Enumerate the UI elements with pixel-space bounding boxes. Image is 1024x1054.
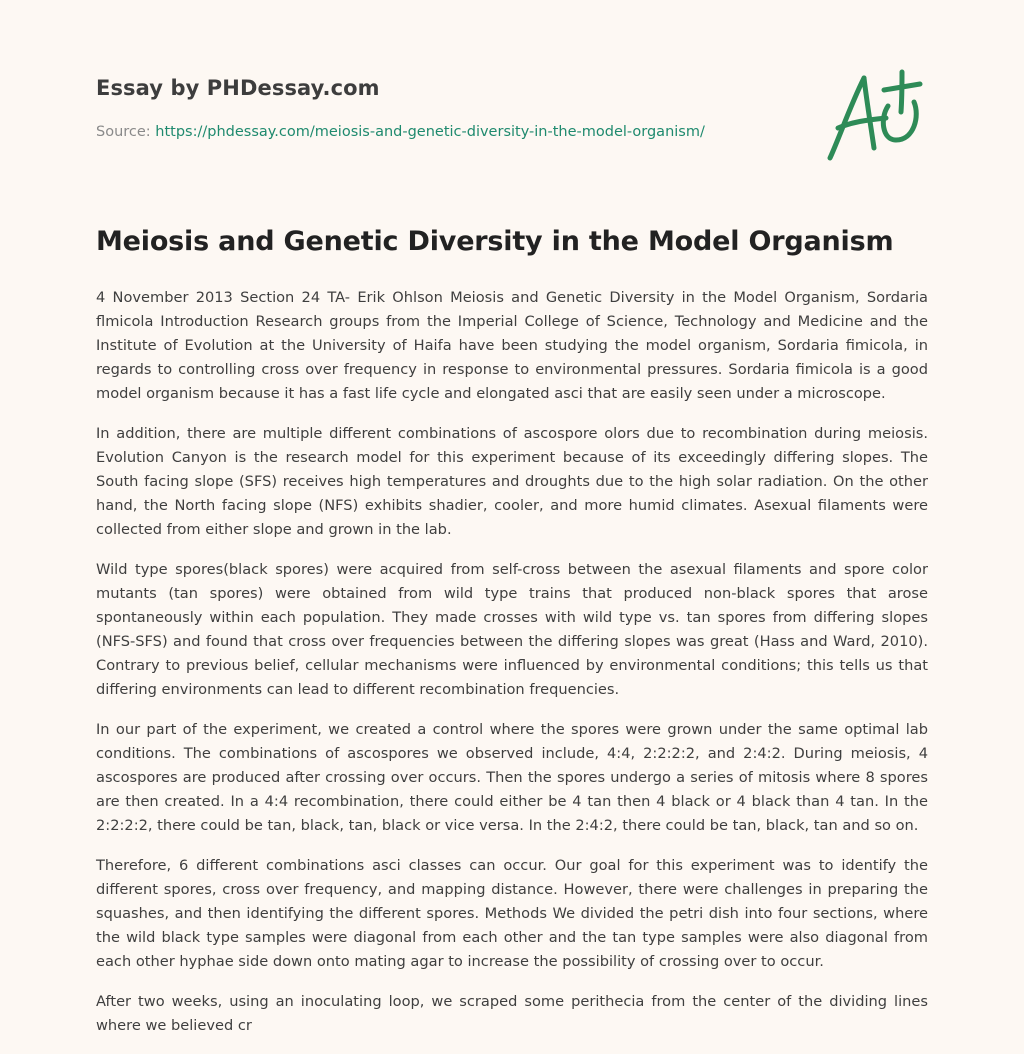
site-brand: Essay by PHDessay.com	[96, 76, 380, 100]
essay-paragraph: In addition, there are multiple different combinations of ascospore olors due to recombination during meiosis. Evolution Canyon is the research model for this experiment because of its exceedingly differing slopes. The South facing slope (SFS) receives high temperatures and droughts due to the high solar radiation. On the other hand, the North facing slope (NFS) exhibits shadier, cooler, and more humid climates. Asexual filaments were collected from either slope and grown in the lab.	[96, 425, 928, 538]
essay-paragraph: In our part of the experiment, we created a control where the spores were grown under the same optimal lab conditions. The combinations of ascospores we observed include, 4:4, 2:2:2:2, and 2:4:2. During meiosis, 4 ascospores are produced after crossing over occurs. Then the spores undergo a series of mitosis where 8 spores are then created. In a 4:4 recombination, there could either be 4 tan then 4 black or 4 black than 4 tan. In the 2:2:2:2, there could be tan, black, tan, black or vice versa. In the 2:4:2, there could be tan, black, tan and so on.	[96, 721, 928, 834]
essay-title: Meiosis and Genetic Diversity in the Model Organism	[96, 226, 894, 257]
essay-body	[96, 286, 928, 1054]
source-link[interactable]: https://phdessay.com/meiosis-and-genetic-diversity-in-the-model-organism/	[155, 124, 705, 140]
essay-paragraph: 4 November 2013 Section 24 TA- Erik Ohlson Meiosis and Genetic Diversity in the Model Organism, Sordaria flmicola Introduction Research groups from the Imperial College of Science, Technology and Medicine and the Institute of Evolution at the University of Haifa have been studying the model organism, Sordaria fimicola, in regards to controlling cross over frequency in response to environmental pressures. Sordaria fimicola is a good model organism because it has a fast life cycle and elongated asci that are easily seen under a microscope.	[96, 289, 928, 402]
essay-paragraph: Wild type spores(black spores) were acquired from self-cross between the asexual filaments and spore color mutants (tan spores) were obtained from wild type trains that produced non-black spores that arose spontaneously within each population. They made crosses with wild type vs. tan spores from differing slopes (NFS-SFS) and found that cross over frequencies between the differing slopes was great (Hass and Ward, 2010). Contrary to previous belief, cellular mechanisms were influenced by environmental conditions; this tells us that differing environments can lead to different recombination frequencies.	[96, 561, 928, 698]
essay-paragraph: After two weeks, using an inoculating loop, we scraped some perithecia from the center of the dividing lines where we believed cr	[96, 993, 928, 1034]
source-label: Source:	[96, 124, 156, 140]
source-line	[96, 124, 705, 140]
a-plus-logo-icon	[822, 66, 932, 166]
essay-paragraph: Therefore, 6 different combinations asci classes can occur. Our goal for this experiment was to identify the different spores, cross over frequency, and mapping distance. However, there were challenges in preparing the squashes, and then identifying the different spores. Methods We divided the petri dish into four sections, where the wild black type samples were diagonal from each other and the tan type samples were also diagonal from each other hyphae side down onto mating agar to increase the possibility of crossing over to occur.	[96, 857, 928, 970]
